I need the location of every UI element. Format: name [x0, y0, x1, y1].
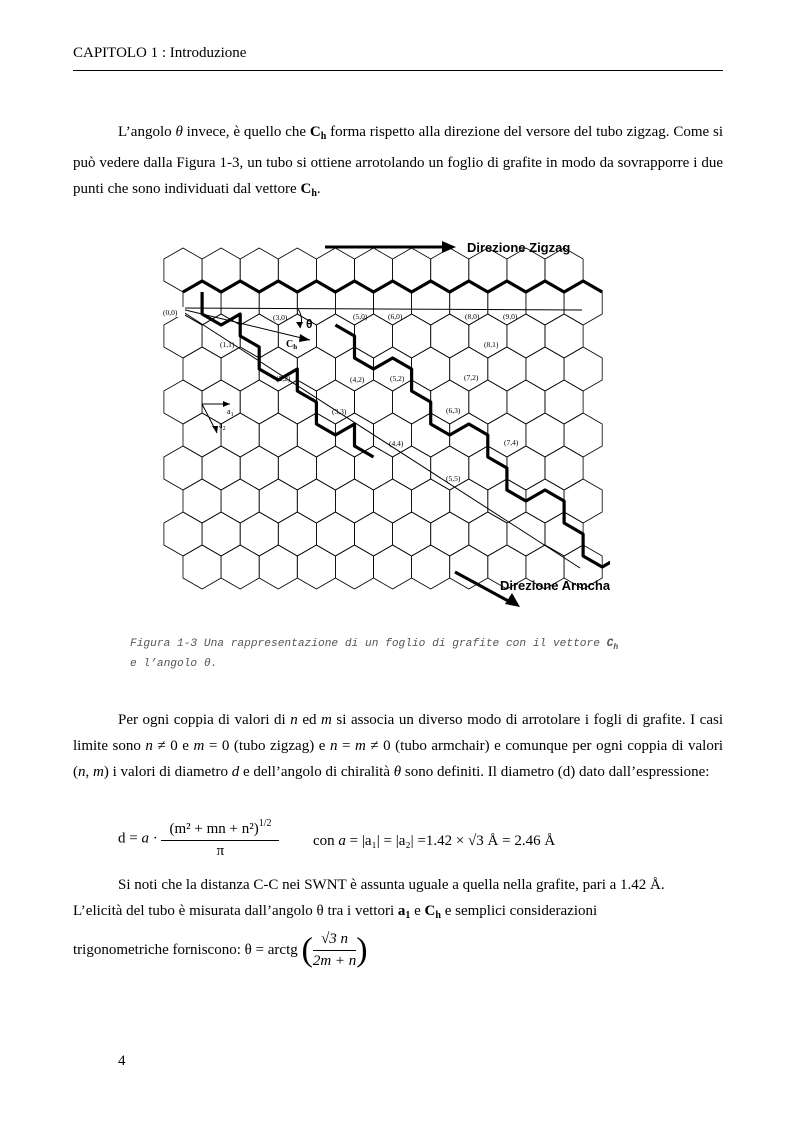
paragraph-1: L’angolo θ invece, è quello che $C_h$ forma rispetto alla direzione del versore del tubo zigzag. Come si può vedere dalla Figura 1-3, un tubo si ottiene arrotolando un foglio di grafite in modo da sovrapporre i due punti che sono individuati dal vettore $C_h$.: [73, 124, 723, 199]
hexagon-cell: [183, 479, 221, 523]
point-label: (3,0): [273, 313, 288, 322]
hexagon-cell: [202, 380, 240, 424]
hexagon-cell: [507, 512, 545, 556]
point-label: (8,1): [484, 340, 499, 349]
paragraph-2: Per ogni coppia di valori di n ed m si associa un diverso modo di arrotolare i fogli di grafite. I casi limite sono n ≠ 0 e m = 0 (tubo zigzag) e n = m ≠ 0 (tubo armchair) e comunque per ogni coppia di valori (n, m) i valori di diametro d e dell’angolo di chiralità θ sono definiti. Il diametro (d) dato dall’espressione:: [73, 712, 723, 780]
hexagon-cell: [374, 479, 412, 523]
hexagon-cell: [545, 446, 583, 490]
hexagon-cell: [431, 380, 469, 424]
point-label: (1,1): [220, 340, 235, 349]
zigzag-reference-line: [177, 308, 582, 310]
hexagon-cell: [545, 314, 583, 358]
hexagon-cell: [450, 347, 488, 391]
hexagon-cell: [507, 380, 545, 424]
point-label: (8,0): [465, 312, 480, 321]
hexagon-cell: [374, 413, 412, 457]
graphite-sheet-figure: [150, 230, 610, 625]
hexagon-cell: [488, 413, 526, 457]
point-label: (0,0): [163, 308, 178, 317]
hexagon-cell: [259, 545, 297, 589]
hexagon-cell: [564, 479, 602, 523]
figure-caption: [130, 636, 690, 672]
hexagon-cell: [240, 380, 278, 424]
ch-label: $C_h$: [286, 339, 298, 351]
hexagon-cell: [164, 512, 202, 556]
hexagon-cell: [221, 347, 259, 391]
bold-zigzag-paths: [183, 281, 610, 589]
theta-label: θ: [306, 317, 313, 331]
point-label: (3,3): [332, 407, 347, 416]
point-label: (4,2): [350, 375, 365, 384]
hexagon-lattice-diagram: [150, 230, 610, 620]
hexagon-cell: [431, 314, 469, 358]
hexagon-cell: [412, 347, 450, 391]
hexagon-cell: [183, 347, 221, 391]
armchair-bold-path: [335, 325, 610, 589]
hexagon-cell: [545, 380, 583, 424]
hexagon-cell: [374, 347, 412, 391]
hexagon-cell: [240, 446, 278, 490]
zigzag-direction-label: Direzione Zigzag: [467, 240, 571, 255]
caption-line-1: Figura 1-3 Una rappresentazione di un foglio di grafite con il vettore $C_h$: [130, 638, 619, 652]
hexagon-cell: [202, 512, 240, 556]
hexagon-cell: [297, 347, 335, 391]
zigzag-direction-arrowhead: [442, 241, 456, 253]
hexagon-cell: [278, 512, 316, 556]
hexagon-cell: [374, 545, 412, 589]
left-paren: (: [301, 931, 313, 969]
hexagon-cell: [297, 479, 335, 523]
diameter-fraction: $\frac{(m^2 + mn + n^2)^{1/2}}{\pi}$: [161, 818, 279, 860]
theta-arc-arrowhead: [296, 322, 303, 328]
header-rule: [73, 70, 723, 71]
right-paren: ): [356, 931, 368, 969]
page-header: CAPITOLO 1 : Introduzione: [73, 45, 247, 61]
hexagon-cell: [183, 413, 221, 457]
point-label: (9,0): [503, 312, 518, 321]
point-label: (2,2): [276, 374, 291, 383]
point-label: (6,0): [388, 312, 403, 321]
point-label: (7,4): [504, 438, 519, 447]
helicity-formula: trigonometriche forniscono: θ = arctg ( $\frac{√3 n}{2m + n}$ ): [73, 931, 368, 969]
point-label: (7,2): [464, 373, 479, 382]
page-number: 4: [118, 1053, 126, 1069]
point-label: (5,5): [446, 474, 461, 483]
hexagon-cell: [412, 479, 450, 523]
hexagon-cell: [164, 380, 202, 424]
hexagon-cell: [450, 413, 488, 457]
hexagon-cell: [526, 413, 564, 457]
hexagon-cell: [316, 314, 354, 358]
hexagon-cell: [469, 512, 507, 556]
hexagon-cell: [202, 446, 240, 490]
paragraph-3: Si noti che la distanza C-C nei SWNT è assunta uguale a quella nella grafite, pari a 1.42 Å.: [118, 877, 665, 893]
hexagon-cell: [221, 479, 259, 523]
a1-label: $a_1$: [227, 407, 234, 418]
hexagon-cell: [297, 545, 335, 589]
hexagon-cell: [316, 512, 354, 556]
point-label: (5,2): [390, 374, 405, 383]
hexagon-cell: [450, 545, 488, 589]
a2-arrowhead: [212, 426, 218, 433]
caption-line-2: e l’angolo θ.: [130, 658, 218, 670]
hexagon-cell: [164, 446, 202, 490]
hexagon-cell: [316, 446, 354, 490]
hexagon-cell: [259, 413, 297, 457]
hexagon-cell: [240, 512, 278, 556]
armchair-direction-label: Direzione Armchair: [500, 578, 610, 593]
hexagon-cell: [564, 413, 602, 457]
helicity-fraction: $\frac{√3 n}{2m + n}$: [312, 931, 357, 969]
armchair-reference-line: [177, 308, 580, 568]
lattice-constant-formula: con a = |a₁| = |a₂| =1.42 × √3 Å = 2.46 Å: [313, 833, 556, 849]
a2-label: $a_2$: [219, 421, 226, 432]
hexagon-cell: [431, 512, 469, 556]
ch-vector-line: [177, 308, 310, 340]
hexagon-cell: [221, 413, 259, 457]
point-label: (6,3): [446, 406, 461, 415]
ch-vector-arrowhead: [299, 334, 310, 342]
hexagon-cell: [469, 380, 507, 424]
hexagon-cell: [412, 545, 450, 589]
hexagon-cell: [450, 479, 488, 523]
hexagon-cell: [183, 545, 221, 589]
hexagon-cell: [278, 446, 316, 490]
point-label: (5,0): [353, 312, 368, 321]
zigzag-bold-path: [183, 281, 602, 292]
hexagon-cell: [507, 446, 545, 490]
hexagon-cell: [355, 446, 393, 490]
paragraph-4: L’elicità del tubo è misurata dall’angolo θ tra i vettori $a_1$ e $C_h$ e semplici considerazioni: [73, 903, 598, 921]
point-label: (4,4): [389, 439, 404, 448]
hexagon-cell: [335, 479, 373, 523]
hexagon-cell: [335, 545, 373, 589]
hexagon-cell: [221, 545, 259, 589]
hexagon-cell: [393, 512, 431, 556]
hexagon-cell: [259, 347, 297, 391]
hexagon-cell: [526, 479, 564, 523]
hexagon-cell: [526, 347, 564, 391]
hexagon-cell: [355, 380, 393, 424]
hexagon-cell: [488, 347, 526, 391]
hexagon-cell: [259, 479, 297, 523]
diameter-formula: d = a · $\frac{(m^2 + mn + n^2)^{1/2}}{\pi}$: [118, 818, 279, 860]
hexagon-grid: [164, 248, 602, 589]
hexagon-cell: [355, 512, 393, 556]
hexagon-cell: [564, 347, 602, 391]
